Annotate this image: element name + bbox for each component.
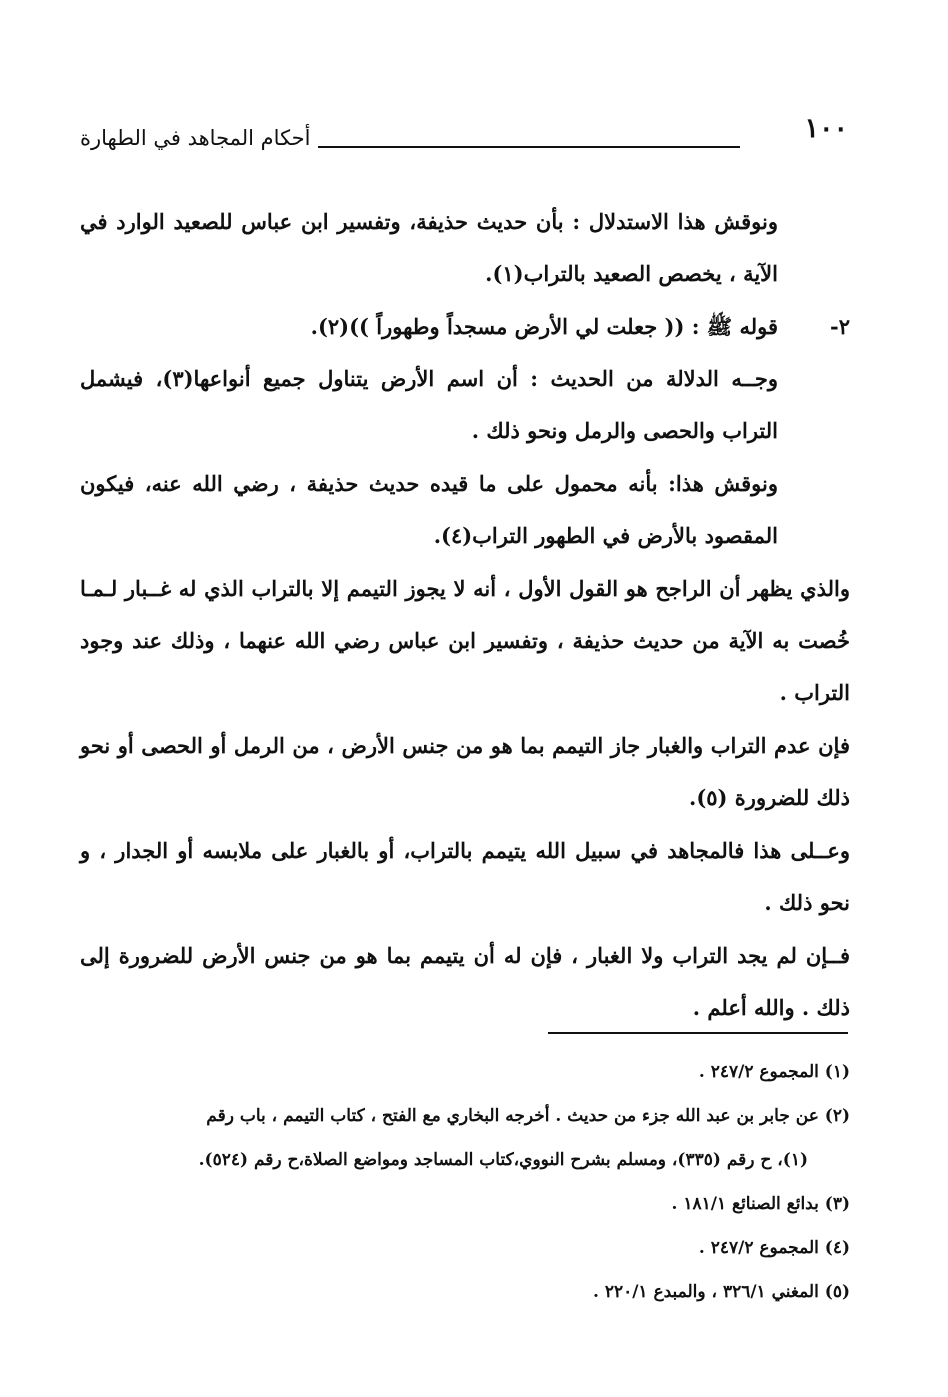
item-number: ٢- [830,314,850,339]
paragraph-preferred-view: والذي يظهر أن الراجح هو القول الأول ، أنه لا يجوز التيمم إلا بالتراب الذي له غــبار لـمـا خُصت به الآية من حديث حذيفة ، وتفسير ابن عباس رضي الله عنهما ، وذلك عند وجود التراب . [80,576,850,705]
footnote-4: (٤) المجموع ٢٤٧/٢ . [698,1238,850,1258]
paragraph-evidence-explanation: وجــه الدلالة من الحديث : أن اسم الأرض يتناول جميع أنواعها(٣)، فيشمل التراب والحصى والرمل ونحو ذلك . [80,366,778,443]
footnote-separator [548,1032,848,1034]
footnote-2: (٢) عن جابر بن عبد الله جزء من حديث . أخرجه البخاري مع الفتح ، كتاب التيمم ، باب رقم [206,1106,850,1126]
paragraph-absence-of-dust: فإن عدم التراب والغبار جاز التيمم بما هو من جنس الأرض ، من الرمل أو الحصى أو نحو ذلك للضرورة (٥). [80,733,850,810]
book-title: أحكام المجاهد في الطهارة [80,126,311,150]
footnote-3: (٣) بدائع الصنائع ١٨١/١ . [671,1194,850,1214]
paragraph-mujahid-ruling: وعــلى هذا فالمجاهد في سبيل الله يتيمم بالتراب، أو بالغبار على ملابسه أو الجدار ، و نحو ذلك . [80,838,850,915]
page-number: ١٠٠ [804,113,848,144]
footnotes [80,1050,850,1314]
paragraph-objection-1: ونوقش هذا الاستدلال : بأن حديث حذيفة، وتفسير ابن عباس للصعيد الوارد في الآية ، يخصص الصعيد بالتراب(١). [80,209,778,286]
footnote-2-continuation: (١)، ح رقم (٣٣٥)، ومسلم بشرح النووي،كتاب المساجد ومواضع الصلاة،ح رقم (٥٢٤). [198,1150,808,1170]
paragraph-conclusion: فــإن لم يجد التراب ولا الغبار ، فإن له أن يتيمم بما هو من جنس الأرض للضرورة إلى ذلك . والله أعلم . [80,943,850,1020]
footnote-5: (٥) المغني ٣٢٦/١ ، والمبدع ٢٢٠/١ . [592,1282,850,1302]
footnote-1: (١) المجموع ٢٤٧/٢ . [698,1062,850,1082]
item-text: قوله ﷺ : (( جعلت لي الأرض مسجداً وطهوراً ))(٢). [310,314,778,339]
header-rule [318,146,740,148]
main-text [80,196,850,1035]
paragraph-objection-2: ونوقش هذا: بأنه محمول على ما قيده حديث حذيفة ، رضي الله عنه، فيكون المقصود بالأرض في الطهور التراب(٤). [80,471,778,548]
evidence-item-2 [80,301,850,353]
